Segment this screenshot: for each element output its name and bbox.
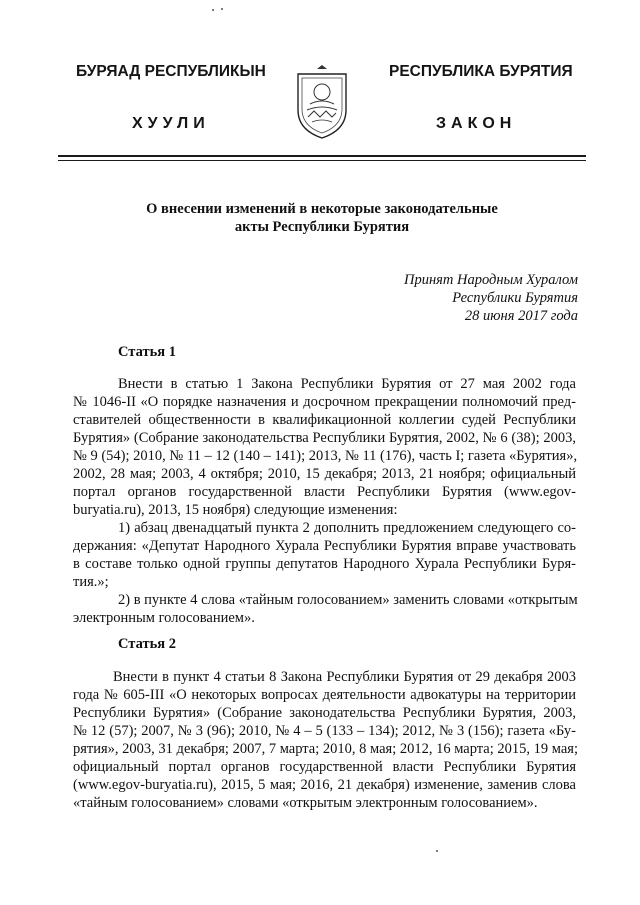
text-line: держания: «Депутат Народного Хурала Республики Бурятия вправе участвовать [73,538,576,554]
text-line: портал органов государственной власти Республики Бурятия (www.egov- [73,484,576,500]
article-2-body [73,668,576,812]
text-line: buryatia.ru), 2013, 15 ноября) следующие изменения: [73,502,398,518]
adoption-note [404,271,578,325]
text-line: Республики Бурятия» (Собрание законодательства Республики Бурятия, 2003, [73,705,576,721]
text-line: Внести в пункт 4 статьи 8 Закона Республики Бурятия от 29 декабря 2003 [113,669,576,685]
header-rule-thick [58,155,586,157]
text-line: тия.»; [73,574,109,590]
text-line: № 9 (54); 2010, № 11 – 12 (140 – 141); 2013, № 11 (176), часть I; газета «Бурятия», [73,448,578,464]
scan-speck [212,9,214,11]
text-line: официальный портал органов государственной власти Республики Бурятия [73,759,576,775]
article-1-heading: Статья 1 [118,344,176,360]
text-line: № 1046-II «О порядке назначения и досрочном прекращении полномочий пред- [73,394,576,410]
text-line: 2) в пункте 4 слова «тайным голосованием» заменить словами «открытым [118,592,578,608]
text-line: ставителей общественности в квалификационной коллегии судей Республики [73,412,576,428]
text-line: рятия», 2003, 31 декабря; 2007, 7 марта; 2010, 8 мая; 2012, 16 марта; 2015, 19 мая; [73,741,578,757]
header-rule-thin [58,160,586,161]
header-left-bottom: ХУУЛИ [132,115,210,132]
text-line: Бурятия» (Собрание законодательства Республики Бурятия, 2002, № 6 (38); 2003, [73,430,576,446]
article-2-heading: Статья 2 [118,636,176,652]
text-line: (www.egov-buryatia.ru), 2015, 5 мая; 2016, 21 декабря) изменение, заменив слова [73,777,576,793]
text-line: 1) абзац двенадцатый пункта 2 дополнить предложением следующего со- [118,520,576,536]
header-right-top: РЕСПУБЛИКА БУРЯТИЯ [389,63,573,80]
adoption-date: 28 июня 2017 года [464,308,578,324]
text-line: «тайным голосованием» словами «открытым электронным голосованием». [73,795,538,811]
coat-of-arms-icon [294,64,350,140]
adoption-line: Республики Бурятия [452,290,578,306]
law-title [60,200,584,236]
law-title-line: О внесении изменений в некоторые законодательные [146,201,498,217]
text-line: Внести в статью 1 Закона Республики Бурятия от 27 мая 2002 года [118,376,576,392]
text-line: № 12 (57); 2007, № 3 (96); 2010, № 4 – 5 (133 – 134); 2012, № 3 (156); газета «Бу- [73,723,576,739]
scan-speck [221,8,223,10]
scan-speck [436,850,438,852]
text-line: электронным голосованием». [73,610,255,626]
text-line: 2002, 28 мая; 2003, 4 октября; 2010, 15 декабря; 2013, 21 ноября; официальный [73,466,576,482]
article-1-body [73,375,576,627]
header-right-bottom: ЗАКОН [436,115,517,132]
text-line: в составе только одной группы депутатов Народного Хурала Республики Буря- [73,556,576,572]
text-line: года № 605-III «О некоторых вопросах деятельности адвокатуры на территории [73,687,576,703]
adoption-line: Принят Народным Хуралом [403,272,578,288]
header-left-top: БУРЯАД РЕСПУБЛИКЫН [76,63,266,80]
law-title-line: акты Республики Бурятия [234,219,410,235]
